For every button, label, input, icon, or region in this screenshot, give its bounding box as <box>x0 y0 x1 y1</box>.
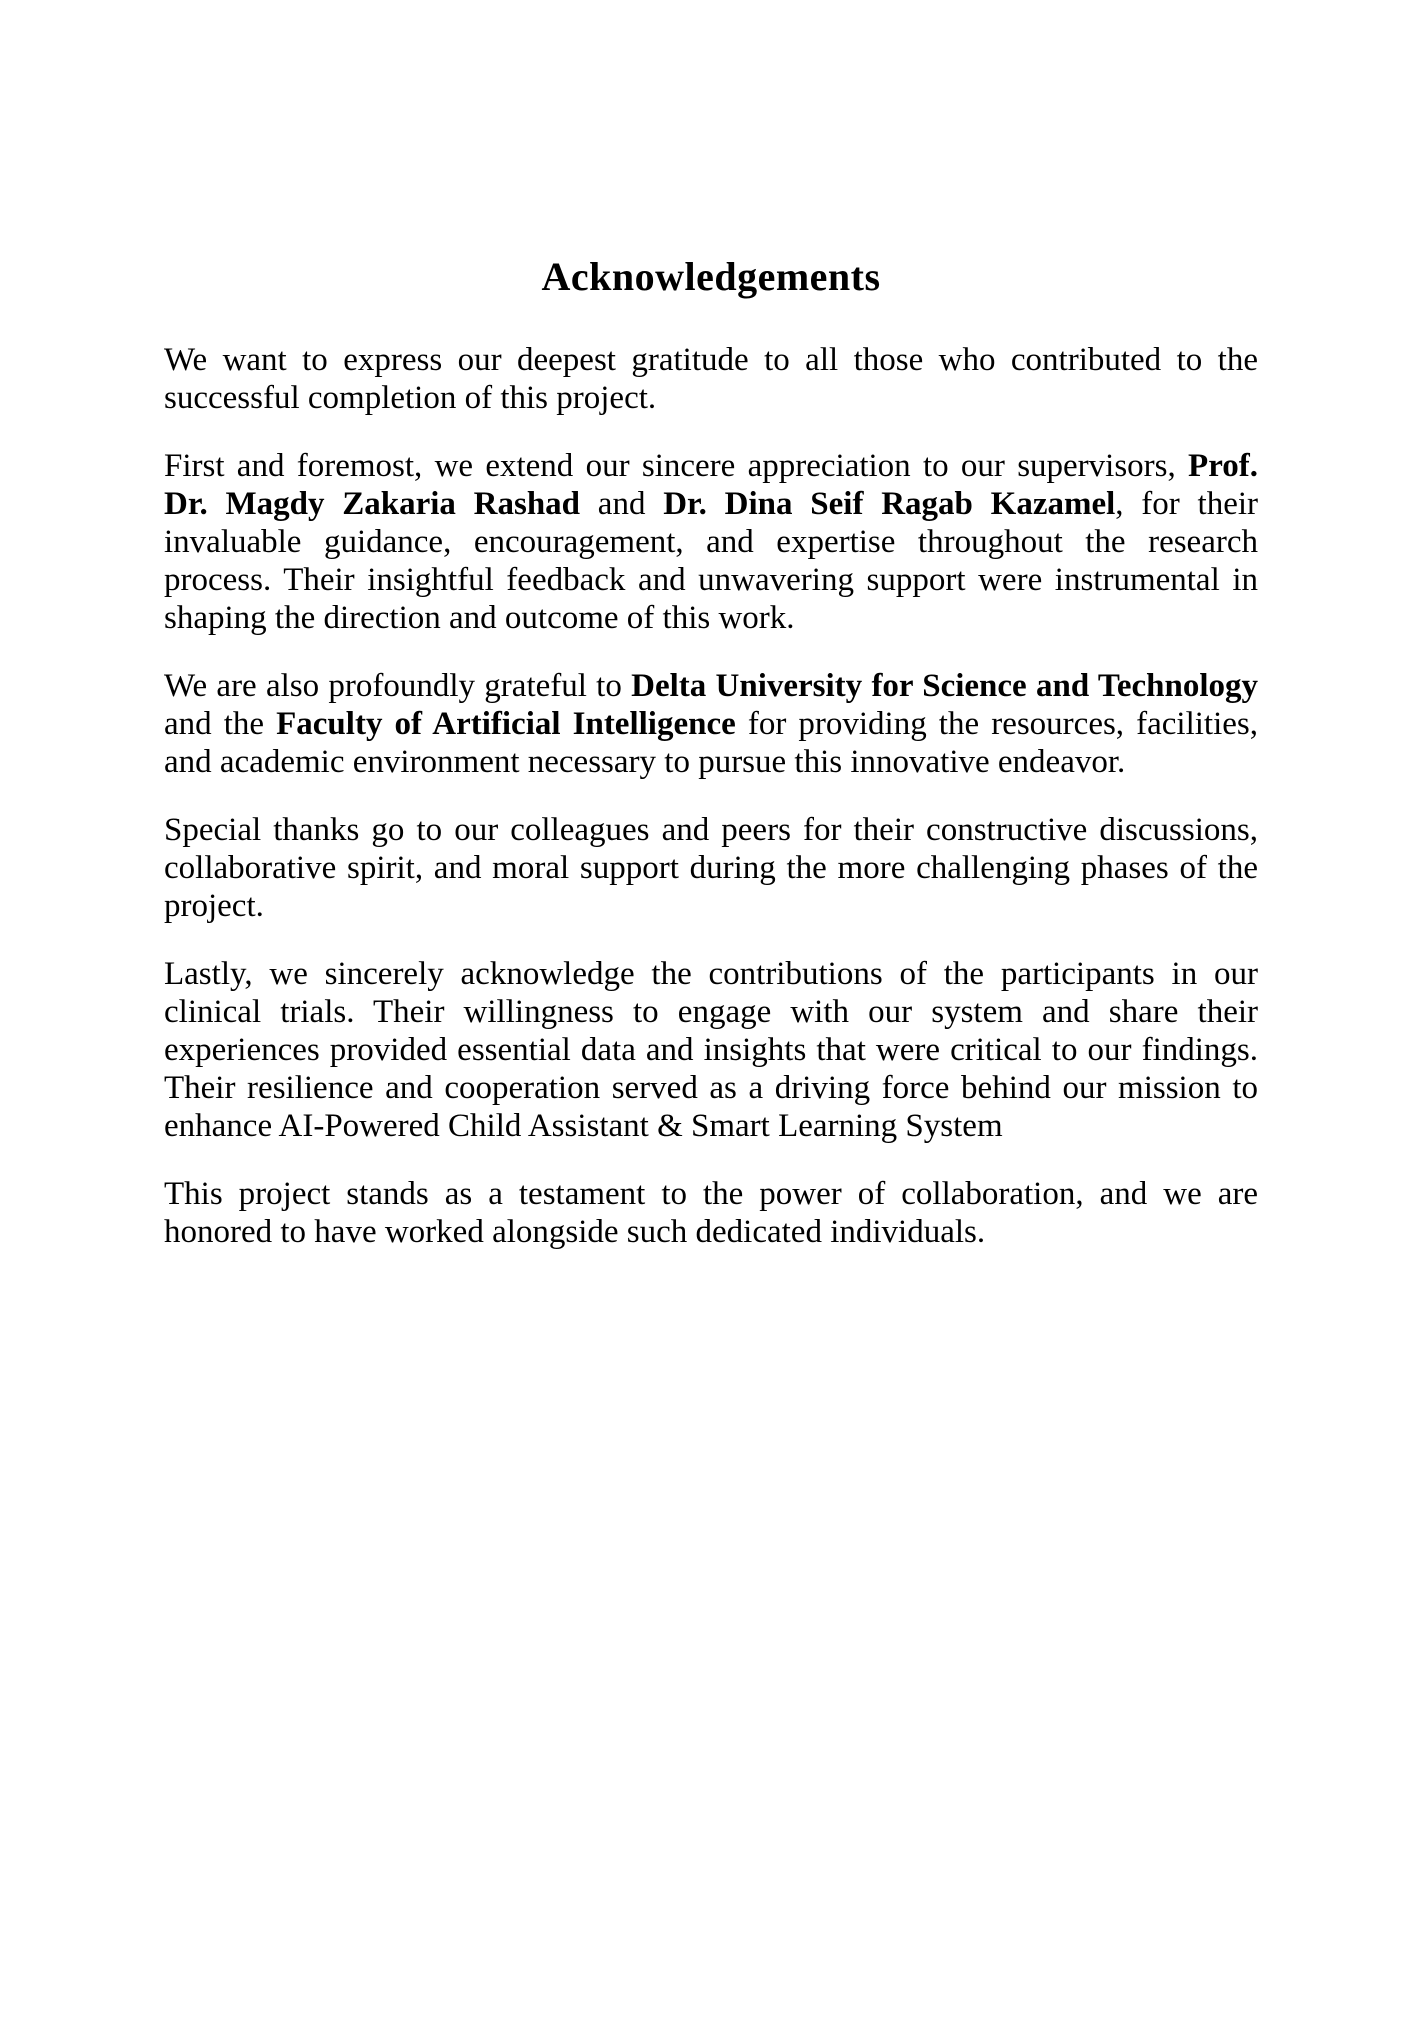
text-run: Lastly, we sincerely acknowledge the contributions of the participants in our clinical trials. Their willingness to engage with our system and share their experiences provided essential data and insights that were critical to our findings. Their resilience and cooperation served as a driving force behind our mission to enhance AI-Powered Child Assistant & Smart Learning System <box>164 956 1258 1144</box>
text-run: , for their invaluable guidance, encouragement, and expertise throughout the research process. Their insightful feedback and unwavering support were instrumental in shaping the direction and outcome of this work. <box>164 486 1259 636</box>
paragraph <box>164 1175 1258 1251</box>
text-run: Special thanks go to our colleagues and peers for their constructive discussions, collaborative spirit, and moral support during the more challenging phases of the project. <box>164 812 1258 924</box>
paragraph <box>164 667 1258 781</box>
text-run: This project stands as a testament to the power of collaboration, and we are honored to have worked alongside such dedicated individuals. <box>164 1176 1258 1250</box>
paragraph <box>164 341 1258 417</box>
bold-text-run: Delta University for Science and Technology <box>631 668 1258 704</box>
bold-text-run: Dr. Dina Seif Ragab Kazamel <box>663 486 1116 522</box>
paragraph <box>164 811 1258 925</box>
text-run: and the <box>164 706 277 742</box>
text-run: for providing the resources, facilities, and academic environment necessary to pursue this innovative endeavor. <box>164 706 1258 780</box>
bold-text-run: Prof. Dr. Magdy Zakaria Rashad <box>164 448 1258 522</box>
text-run: We are also profoundly grateful to <box>164 668 632 704</box>
text-run: and <box>580 486 664 522</box>
text-run: First and foremost, we extend our sincere appreciation to our supervisors, <box>164 448 1189 484</box>
paragraph <box>164 447 1258 637</box>
page-title: Acknowledgements <box>541 254 881 299</box>
bold-text-run: Faculty of Artificial Intelligence <box>276 706 736 742</box>
paragraphs <box>164 341 1258 1251</box>
text-run: We want to express our deepest gratitude to all those who contributed to the successful completion of this project. <box>164 342 1258 416</box>
paragraph <box>164 955 1258 1145</box>
